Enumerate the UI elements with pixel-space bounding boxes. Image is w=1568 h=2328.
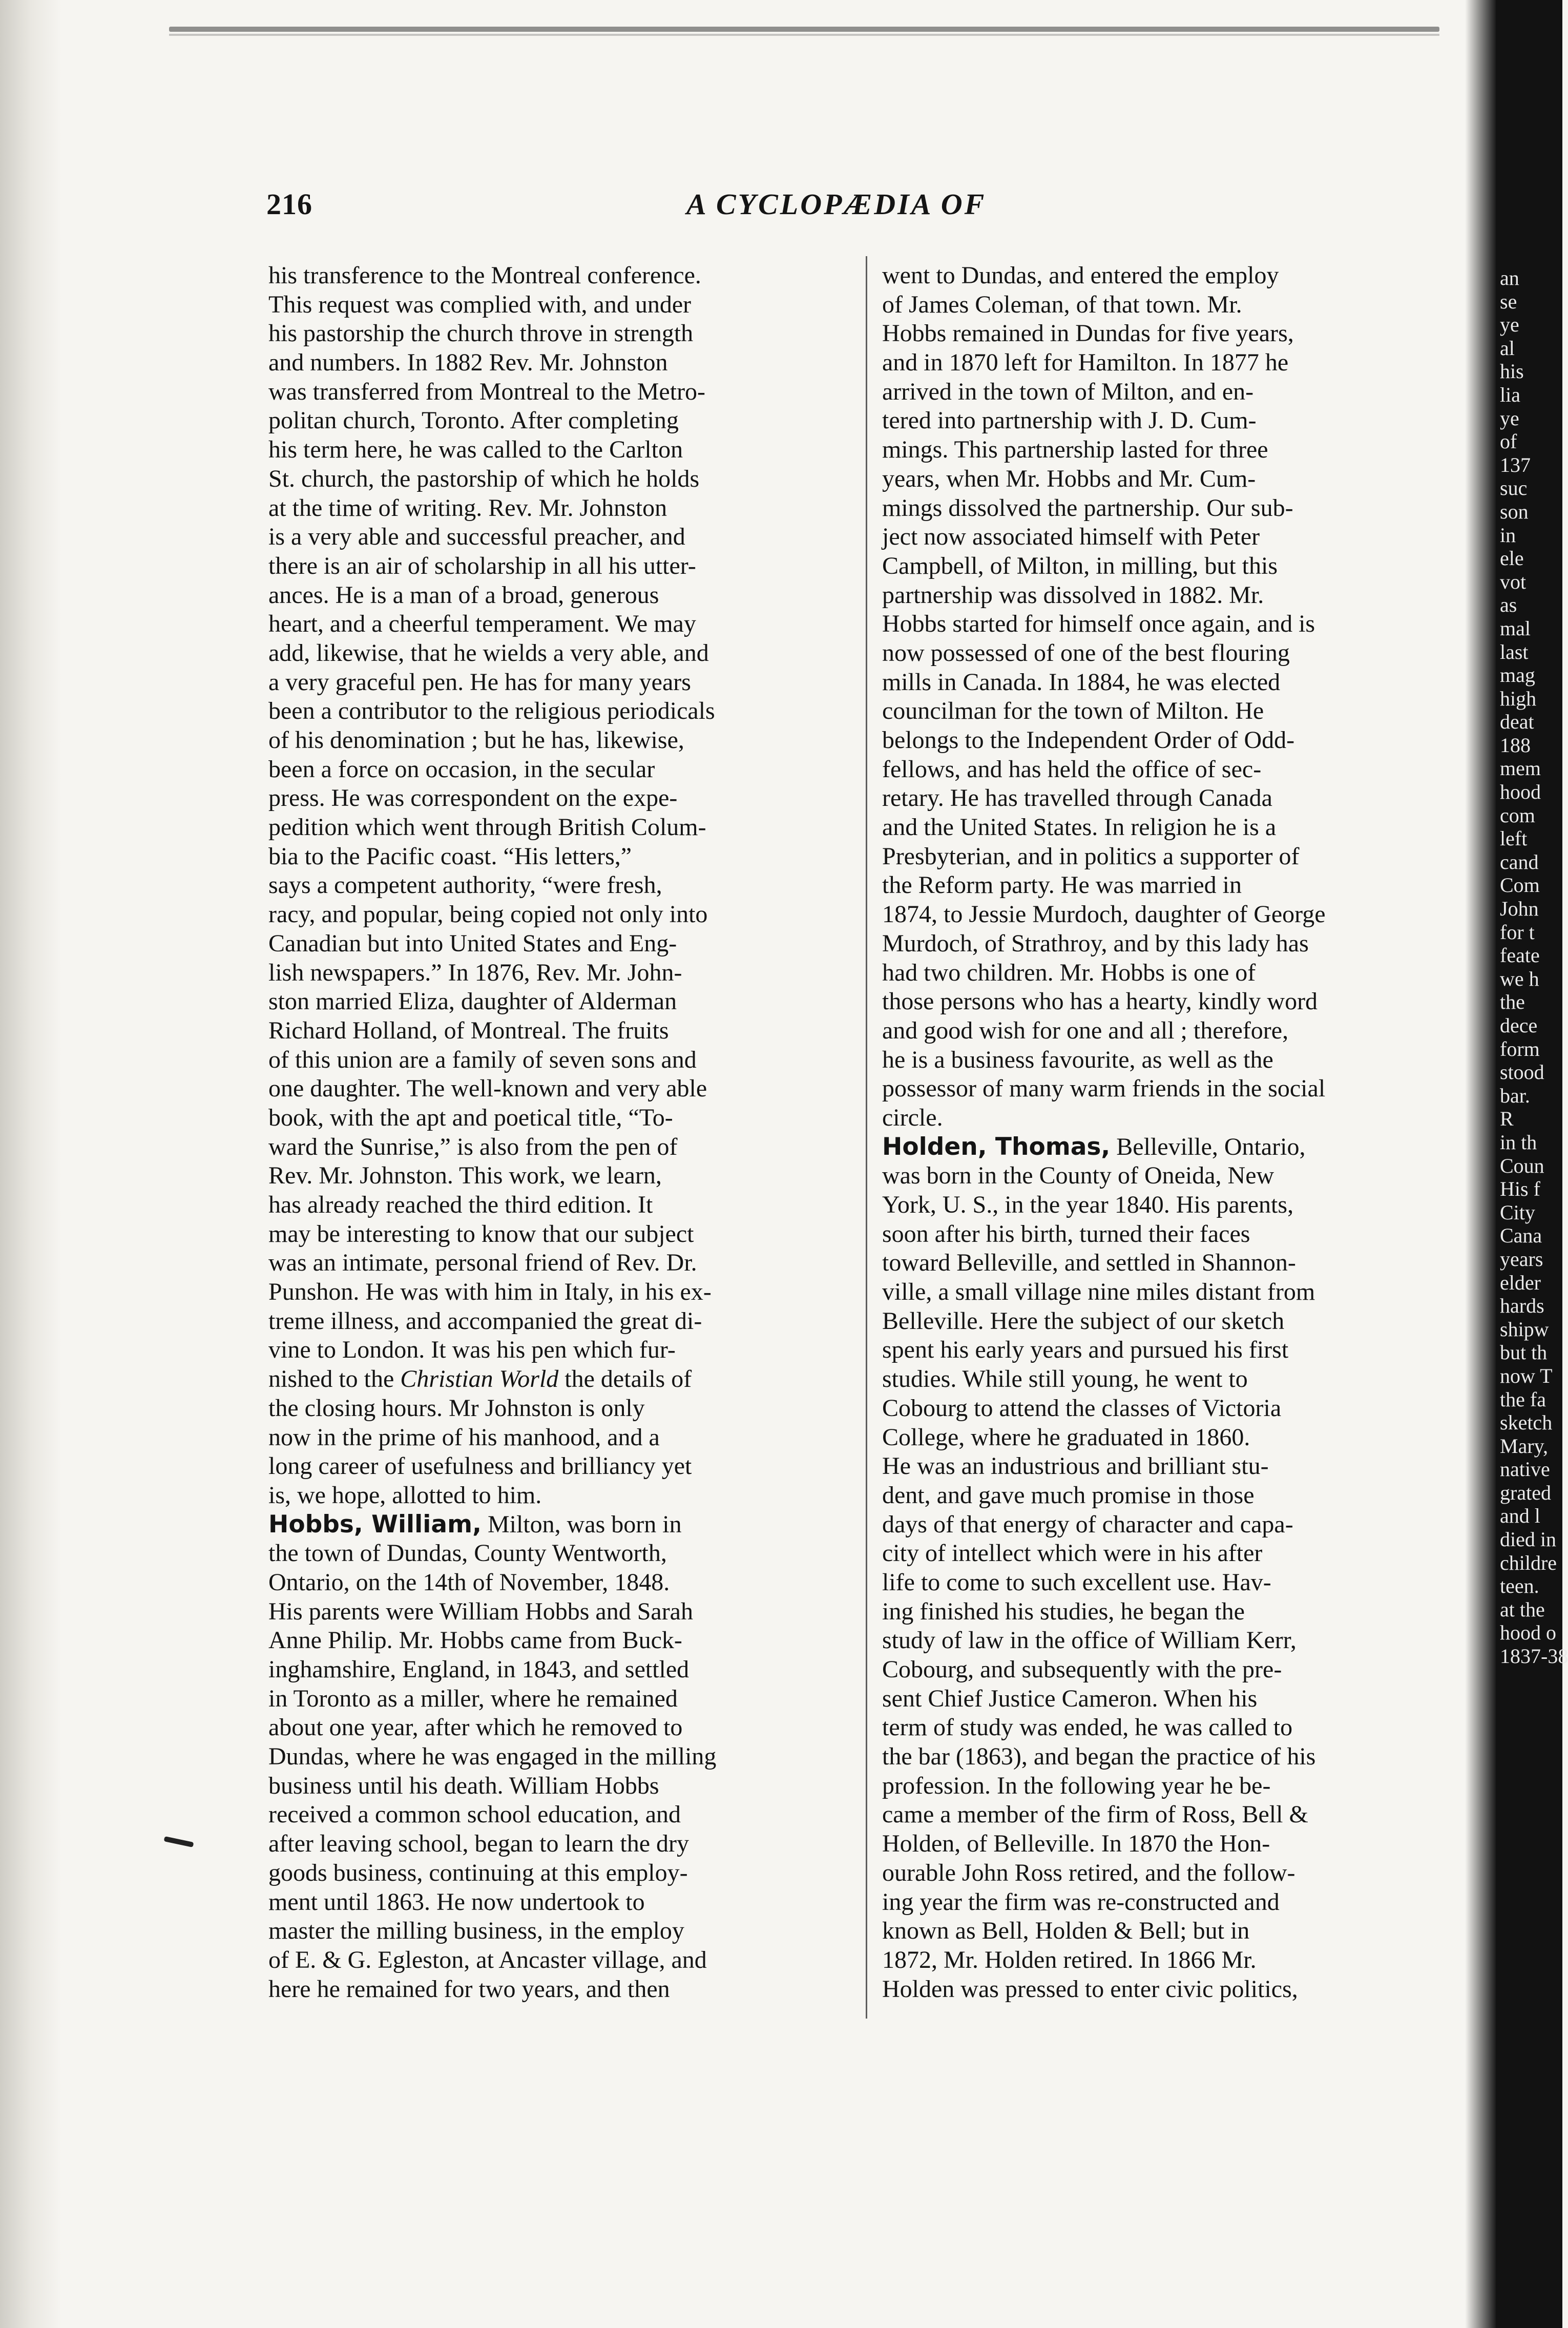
text-line: vine to London. It was his pen which fur- <box>268 1336 676 1364</box>
adjacent-page-fragment: ele <box>1500 547 1524 570</box>
adjacent-page-fragment: high <box>1500 687 1537 710</box>
adjacent-page-fragment: lia <box>1500 383 1520 406</box>
right-column <box>882 261 1446 2004</box>
text-line: ward the Sunrise,” is also from the pen of <box>268 1133 678 1160</box>
text-line: Holden, Thomas, Belleville, Ontario, <box>882 1132 1306 1161</box>
text-line: dent, and gave much promise in those <box>882 1481 1255 1509</box>
text-line: received a common school education, and <box>268 1801 681 1828</box>
adjacent-page-fragment: now T <box>1500 1364 1553 1387</box>
text-line: there is an air of scholarship in all his utter- <box>268 552 696 579</box>
adjacent-page-fragment: 188 <box>1500 733 1531 757</box>
text-line: politan church, Toronto. After completing <box>268 407 679 434</box>
adjacent-page-text <box>1500 266 1568 1668</box>
text-line: Hobbs, William, Milton, was born in <box>268 1510 682 1539</box>
adjacent-page-fragment: of <box>1500 430 1517 453</box>
text-line: Canadian but into United States and Eng- <box>268 929 677 957</box>
adjacent-page-fragment: His f <box>1500 1177 1540 1201</box>
adjacent-page-fragment: his <box>1500 360 1524 383</box>
binding-shadow <box>1465 0 1496 2328</box>
text-line: 1874, to Jessie Murdoch, daughter of George <box>882 901 1326 928</box>
text-line: His parents were William Hobbs and Sarah <box>268 1597 693 1625</box>
text-line: add, likewise, that he wields a very able, and <box>268 639 709 667</box>
adjacent-page-fragment: shipw <box>1500 1317 1549 1341</box>
text-line: study of law in the office of William Kerr, <box>882 1627 1297 1654</box>
text-line: is a very able and successful preacher, and <box>268 523 685 551</box>
text-line: the town of Dundas, County Wentworth, <box>268 1540 667 1567</box>
text-line: Presbyterian, and in politics a supporter of <box>882 842 1300 870</box>
text-line: and numbers. In 1882 Rev. Mr. Johnston <box>268 349 668 377</box>
text-line: is, we hope, allotted to him. <box>268 1481 542 1509</box>
text-line: Anne Philip. Mr. Hobbs came from Buck- <box>268 1627 682 1654</box>
text-line: racy, and popular, being copied not only into <box>268 901 708 928</box>
text-line: York, U. S., in the year 1840. His parents, <box>882 1191 1294 1218</box>
text-line: belongs to the Independent Order of Odd- <box>882 726 1295 754</box>
text-line: mills in Canada. In 1884, he was elected <box>882 668 1281 696</box>
text-line: bia to the Pacific coast. “His letters,” <box>268 842 632 870</box>
text-line: Belleville. Here the subject of our sketch <box>882 1307 1285 1335</box>
adjacent-page-fragment: years <box>1500 1247 1543 1271</box>
text-line: press. He was correspondent on the expe- <box>268 784 678 812</box>
text-line: at the time of writing. Rev. Mr. Johnston <box>268 494 667 522</box>
text-line: heart, and a cheerful temperament. We may <box>268 610 696 638</box>
text-line: book, with the apt and poetical title, “To- <box>268 1104 673 1131</box>
text-line: his pastorship the church throve in strength <box>268 320 694 347</box>
text-line: master the milling business, in the employ <box>268 1917 684 1945</box>
adjacent-page-fragment: feate <box>1500 944 1540 967</box>
text-line: toward Belleville, and settled in Shannon- <box>882 1249 1296 1277</box>
text-line: business until his death. William Hobbs <box>268 1772 659 1799</box>
text-line: Cobourg to attend the classes of Victoria <box>882 1394 1282 1422</box>
text-line: here he remained for two years, and then <box>268 1975 670 2003</box>
adjacent-page-fragment: at the <box>1500 1597 1545 1621</box>
text-line: of this union are a family of seven sons and <box>268 1046 697 1073</box>
adjacent-page-fragment: form <box>1500 1037 1540 1061</box>
adjacent-page-fragment: John <box>1500 897 1539 921</box>
adjacent-page-fragment: the <box>1500 990 1525 1014</box>
text-line: was transferred from Montreal to the Metro- <box>268 378 706 405</box>
adjacent-page-fragment: ye <box>1500 406 1519 430</box>
adjacent-page-fragment: native <box>1500 1458 1550 1481</box>
adjacent-page-fragment: 1837-38 <box>1500 1645 1568 1668</box>
adjacent-page-fragment: as <box>1500 593 1517 617</box>
text-line: city of intellect which were in his after <box>882 1540 1263 1567</box>
adjacent-page-fragment: City <box>1500 1200 1535 1224</box>
adjacent-page-fragment: se <box>1500 289 1517 313</box>
text-line: ances. He is a man of a broad, generous <box>268 581 659 609</box>
ink-mark <box>164 1836 194 1847</box>
page-left-edge <box>0 0 61 2328</box>
text-line: and in 1870 left for Hamilton. In 1877 he <box>882 349 1289 377</box>
adjacent-page-fragment: but th <box>1500 1341 1548 1364</box>
text-line: Campbell, of Milton, in milling, but this <box>882 552 1278 579</box>
text-line: those persons who has a hearty, kindly word <box>882 988 1318 1015</box>
adjacent-page-fragment: the fa <box>1500 1387 1546 1411</box>
text-line: after leaving school, began to learn the dry <box>268 1830 689 1858</box>
text-line: the closing hours. Mr Johnston is only <box>268 1394 645 1422</box>
text-line: the Reform party. He was married in <box>882 871 1242 899</box>
text-line: spent his early years and pursued his first <box>882 1336 1289 1364</box>
page-number: 216 <box>266 188 312 221</box>
adjacent-page-fragment: died in <box>1500 1528 1556 1551</box>
text-line: years, when Mr. Hobbs and Mr. Cum- <box>882 465 1256 492</box>
adjacent-page-fragment: Cana <box>1500 1224 1542 1248</box>
text-line: partnership was dissolved in 1882. Mr. <box>882 581 1264 609</box>
text-line: and the United States. In religion he is a <box>882 814 1277 841</box>
text-line: ville, a small village nine miles distant from <box>882 1278 1315 1306</box>
text-line: known as Bell, Holden & Bell; but in <box>882 1917 1250 1945</box>
text-line: one daughter. The well-known and very able <box>268 1075 707 1103</box>
text-line: Holden was pressed to enter civic politics, <box>882 1975 1298 2003</box>
text-line: may be interesting to know that our subject <box>268 1220 694 1248</box>
text-line: his term here, he was called to the Carlton <box>268 436 683 464</box>
text-line: circle. <box>882 1104 943 1131</box>
text-line: treme illness, and accompanied the great di- <box>268 1307 702 1335</box>
text-line: ing finished his studies, he began the <box>882 1597 1245 1625</box>
text-line: went to Dundas, and entered the employ <box>882 262 1279 289</box>
text-line: and good wish for one and all ; therefore, <box>882 1016 1289 1044</box>
text-line: 1872, Mr. Holden retired. In 1866 Mr. <box>882 1946 1257 1973</box>
column-divider <box>866 256 867 2019</box>
text-line: now possessed of one of the best flouring <box>882 639 1290 667</box>
adjacent-page-fragment: hood o <box>1500 1621 1556 1645</box>
text-line: has already reached the third edition. It <box>268 1191 653 1218</box>
adjacent-page-fragment: mal <box>1500 616 1531 640</box>
text-line: ston married Eliza, daughter of Alderman <box>268 988 677 1015</box>
left-column <box>268 261 852 2004</box>
text-line: possessor of many warm friends in the social <box>882 1075 1326 1103</box>
text-line: tered into partnership with J. D. Cum- <box>882 407 1257 434</box>
text-line: came a member of the firm of Ross, Bell & <box>882 1801 1308 1828</box>
top-border-rule-thin <box>169 34 1439 36</box>
adjacent-page-fragment: R <box>1500 1107 1514 1131</box>
adjacent-page-fragment: 137 <box>1500 453 1531 476</box>
text-line: now in the prime of his manhood, and a <box>268 1423 660 1451</box>
text-line: studies. While still young, he went to <box>882 1365 1248 1393</box>
text-line: about one year, after which he removed to <box>268 1714 683 1741</box>
adjacent-page-fragment: com <box>1500 803 1535 827</box>
adjacent-page-fragment: al <box>1500 336 1515 360</box>
text-line: ing year the firm was re-constructed and <box>882 1888 1280 1916</box>
adjacent-page-fragment: teen. <box>1500 1574 1539 1598</box>
adjacent-page-fragment: hards <box>1500 1294 1544 1318</box>
adjacent-page-fragment: vot <box>1500 570 1527 593</box>
adjacent-page-fragment: cand <box>1500 850 1539 874</box>
adjacent-page-fragment: mag <box>1500 663 1535 687</box>
adjacent-page-fragment: Coun <box>1500 1154 1544 1177</box>
adjacent-page-fragment: an <box>1500 266 1519 289</box>
text-line: was born in the County of Oneida, New <box>882 1162 1274 1190</box>
adjacent-page-fragment: childre <box>1500 1551 1557 1574</box>
adjacent-page-fragment: in th <box>1500 1130 1537 1154</box>
text-line: life to come to such excellent use. Hav- <box>882 1568 1271 1596</box>
text-line: says a competent authority, “were fresh, <box>268 871 662 899</box>
adjacent-page-fragment: elder <box>1500 1271 1541 1294</box>
text-line: of his denomination ; but he has, likewise, <box>268 726 684 754</box>
text-line: councilman for the town of Milton. He <box>882 697 1264 725</box>
text-line: Punshon. He was with him in Italy, in his ex- <box>268 1278 712 1306</box>
adjacent-page-fragment: we h <box>1500 967 1539 990</box>
text-line: College, where he graduated in 1860. <box>882 1423 1250 1451</box>
adjacent-page-fragment: Com <box>1500 874 1540 897</box>
text-line: nished to the Christian World the details of <box>268 1365 692 1393</box>
text-line: Ontario, on the 14th of November, 1848. <box>268 1568 670 1596</box>
adjacent-page-fragment: in <box>1500 523 1516 547</box>
adjacent-page-fragment: stood <box>1500 1061 1544 1084</box>
text-line: mings. This partnership lasted for three <box>882 436 1268 464</box>
text-line: been a force on occasion, in the secular <box>268 755 655 783</box>
text-line: pedition which went through British Colum- <box>268 814 706 841</box>
text-line: Rev. Mr. Johnston. This work, we learn, <box>268 1162 662 1190</box>
adjacent-page-fragment: hood <box>1500 780 1541 804</box>
text-line: Richard Holland, of Montreal. The fruits <box>268 1016 669 1044</box>
text-line: mings dissolved the partnership. Our sub- <box>882 494 1293 522</box>
text-line: days of that energy of character and capa- <box>882 1510 1293 1538</box>
text-line: Dundas, where he was engaged in the milling <box>268 1743 717 1771</box>
text-line: He was an industrious and brilliant stu- <box>882 1452 1269 1480</box>
adjacent-page-fragment: deat <box>1500 710 1534 734</box>
text-line: St. church, the pastorship of which he holds <box>268 465 700 492</box>
text-line: ment until 1863. He now undertook to <box>268 1888 645 1916</box>
adjacent-page-fragment: ye <box>1500 313 1519 337</box>
text-line: sent Chief Justice Cameron. When his <box>882 1685 1258 1712</box>
adjacent-page-fragment: sketch <box>1500 1411 1553 1435</box>
text-line: goods business, continuing at this employ- <box>268 1859 688 1886</box>
text-line: Cobourg, and subsequently with the pre- <box>882 1656 1282 1683</box>
text-line: the bar (1863), and began the practice of his <box>882 1743 1316 1771</box>
text-line: of James Coleman, of that town. Mr. <box>882 290 1242 318</box>
text-line: term of study was ended, he was called to <box>882 1714 1293 1741</box>
top-border-rule <box>169 27 1439 32</box>
text-line: retary. He has travelled through Canada <box>882 784 1272 812</box>
adjacent-page-fragment: Mary, <box>1500 1434 1549 1458</box>
text-line: profession. In the following year he be- <box>882 1772 1271 1799</box>
adjacent-page-fragment: for t <box>1500 920 1535 944</box>
text-line: was an intimate, personal friend of Rev. Dr. <box>268 1249 697 1277</box>
text-line: lish newspapers.” In 1876, Rev. Mr. John- <box>268 959 682 986</box>
text-line: arrived in the town of Milton, and en- <box>882 378 1254 405</box>
adjacent-page-fragment: and l <box>1500 1504 1540 1528</box>
text-line: ourable John Ross retired, and the follow- <box>882 1859 1295 1886</box>
text-line: fellows, and has held the office of sec- <box>882 755 1262 783</box>
adjacent-page-fragment: left <box>1500 827 1528 850</box>
adjacent-page-fragment: mem <box>1500 757 1541 780</box>
text-line: inghamshire, England, in 1843, and settled <box>268 1656 689 1683</box>
text-line: he is a business favourite, as well as the <box>882 1046 1273 1073</box>
text-line: a very graceful pen. He has for many years <box>268 668 691 696</box>
adjacent-page-fragment: dece <box>1500 1014 1538 1037</box>
text-line: in Toronto as a miller, where he remained <box>268 1685 678 1712</box>
adjacent-page-fragment: suc <box>1500 476 1528 500</box>
text-line: Hobbs remained in Dundas for five years, <box>882 320 1294 347</box>
text-line: Hobbs started for himself once again, and is <box>882 610 1315 638</box>
adjacent-page-fragment: last <box>1500 640 1529 663</box>
text-line: his transference to the Montreal conference. <box>268 262 701 289</box>
text-line: been a contributor to the religious periodicals <box>268 697 715 725</box>
text-line: Murdoch, of Strathroy, and by this lady has <box>882 929 1309 957</box>
text-line: of E. & G. Egleston, at Ancaster village, and <box>268 1946 707 1973</box>
text-line: had two children. Mr. Hobbs is one of <box>882 959 1256 986</box>
adjacent-page-fragment: bar. <box>1500 1084 1530 1107</box>
running-head: A CYCLOPÆDIA OF <box>686 188 987 221</box>
text-line: Holden, of Belleville. In 1870 the Hon- <box>882 1830 1270 1858</box>
adjacent-page-fragment: son <box>1500 500 1529 523</box>
adjacent-page-fragment: grated <box>1500 1481 1551 1504</box>
text-line: This request was complied with, and under <box>268 290 692 318</box>
text-line: long career of usefulness and brilliancy yet <box>268 1452 692 1480</box>
text-line: ject now associated himself with Peter <box>882 523 1260 551</box>
text-line: soon after his birth, turned their faces <box>882 1220 1250 1248</box>
